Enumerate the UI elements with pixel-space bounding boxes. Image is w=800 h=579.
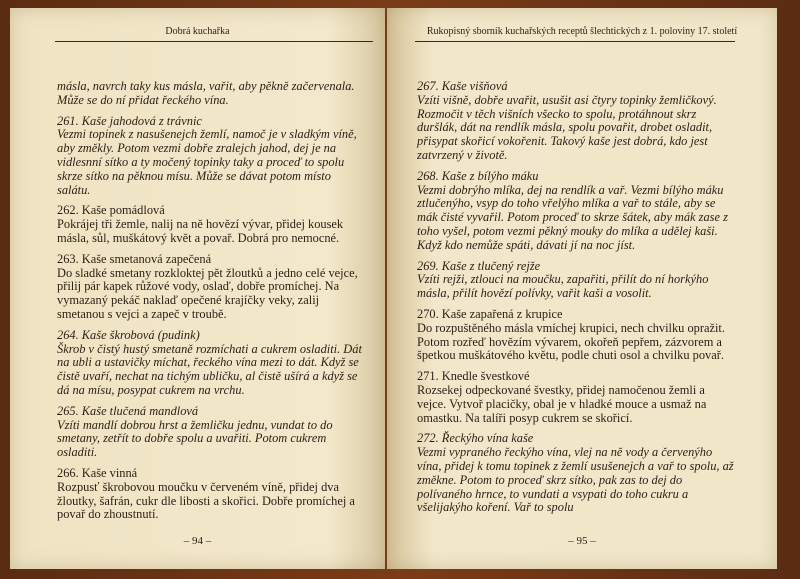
- right-page-content: [417, 80, 735, 522]
- recipe-title: 270. Kaše zapařená z krupice: [417, 306, 563, 321]
- right-running-header: Rukopisný sborník kuchařských receptů šlechtických z 1. poloviny 17. století: [426, 26, 738, 37]
- recipe-title: 267. Kaše višňová: [417, 79, 508, 93]
- right-page: [387, 8, 777, 569]
- left-header-rule: [55, 41, 373, 42]
- recipe-text: Vezmi dobrýho mlíka, dej na rendlík a vař. Vezmi bílýho máku ztlučenýho, vsyp do toho vřelýho mlíka a vař to stále, aby se mák čisté vyvařil. Potom proceď to skrze šátek, aby mák zase z toho vyšel, potom vezmi pěkný mouky do mlíka a udělej kaši. Když kdo nemůže spáti, dávati jí na noc jíst.: [417, 182, 728, 252]
- left-page-number: – 94 –: [183, 535, 212, 547]
- recipe-title: 264. Kaše škrobová (pudink): [57, 327, 200, 342]
- recipe-text: Do rozpuštěného másla vmíchej krupici, nech chvilku opražit. Potom rozřeď hovězím vývarem, okořeň pepřem, zázvorem a špetkou muškátového květu, podle chuti osol a chvilku povař.: [417, 320, 725, 363]
- left-page: [10, 8, 385, 569]
- recipe-text: Škrob v čistý hustý smetaně rozmíchati a cukrem osladiti. Dát na ubli a ustavičky míchat, řeckého vína mezi to dát. Když se čistě uvaří, nechat na tichým ubličku, al čistě ušírá a když se dá na mísu, posypat cukrem na vrchu.: [57, 341, 362, 397]
- recipe-title: 268. Kaše z bílýho máku: [417, 168, 539, 183]
- recipe-title: 265. Kaše tlučená mandlová: [57, 403, 199, 418]
- recipe-text: Vzíti višně, dobře uvařit, usušit asi čtyry topinky žemličkový. Rozmočit v těch višních všecko to spolu, protáhnout skrz duršlák, dát na rendlík másla, spolu povařit, drobet osladit, přisypat skořicí vokořenit. Takový kaše jest dobrá, kdo jest zatvrzený v životě.: [417, 92, 717, 162]
- recipe-text: Rozsekej odpeckované švestky, přidej namočenou žemli a vejce. Vytvoř placičky, obal je v hladké mouce a usmaž na omastku. Na talíři posyp cukrem se skořicí.: [417, 382, 707, 425]
- recipe-text: Vzíti mandlí dobrou hrst a žemličku jednu, vundat to do smetany, zetřít to dobře spolu a uvařiti. Potom cukrem osladiti.: [57, 417, 333, 460]
- recipe-text: Rozpusť škrobovou moučku v červeném víně, přidej dva žloutky, šafrán, cukr dle libosti a skořici. Dobře promíchej a povař do zhoustnutí.: [57, 479, 355, 522]
- recipe-text: Vezmi vypraného řeckýho vína, vlej na ně vody a červenýho vína, přidej k tomu topinek z žemlí usušenejch a vař to spolu, až změkne. Potom to proceď skrz sítko, pak zas to dej do polívaného hrnce, to vundati a vsypati do toho cukru a všelijakýho koření. Vař to spolu: [417, 445, 734, 515]
- right-page-number: – 95 –: [568, 535, 596, 547]
- recipe-text: Vzíti rejži, ztlouci na moučku, zapařiti, přilít do ní horkýho másla, přilít hovězí polívky, vařit kaši a vosolit.: [417, 272, 709, 301]
- left-running-header: Dobrá kuchařka: [165, 26, 230, 37]
- recipe-title: 261. Kaše jahodová z trávnic: [57, 113, 202, 128]
- recipe-title: 266. Kaše vinná: [57, 465, 138, 480]
- recipe-title: 262. Kaše pomádlová: [57, 203, 165, 218]
- recipe-title: 269. Kaše z tlučený rejže: [417, 258, 541, 273]
- recipe-title: 271. Knedle švestkové: [417, 369, 530, 384]
- recipe-text: Vezmi topinek z nasušenejch žemlí, namoč je v sladkým víně, aby změkly. Potom vezmi dobře zralejch jahod, dej je na vidlesnní sítko a ty močený topinky taky a proceď to spolu skrze sítko na pěknou mísu. Může se dávat potom místo salátu.: [57, 127, 357, 197]
- right-header-rule: [415, 41, 735, 42]
- recipe-title: 272. Řeckýho vína kaše: [417, 431, 534, 446]
- recipe-title: 263. Kaše smetanová zapečená: [57, 251, 212, 266]
- recipe-text: Pokrájej tři žemle, nalij na ně hovězí vývar, přidej kousek másla, sůl, muškátový květ a povař. Dobrá pro nemocné.: [57, 217, 344, 245]
- recipe-text: Do sladké smetany rozkloktej pět žloutků a jedno celé vejce, přilij pár kapek růžové vody, oslaď, dobře promíchej. Na vymazaný pekáč naklaď opečené krajíčky veky, zalij smetanou s vejci a zapeč v troubě.: [57, 265, 358, 321]
- left-page-content: [57, 80, 363, 529]
- continuation-text: másla, navrch taky kus másla, vařit, aby pěkně začervenala. Může se do ní přidat řeckého vína.: [57, 79, 355, 107]
